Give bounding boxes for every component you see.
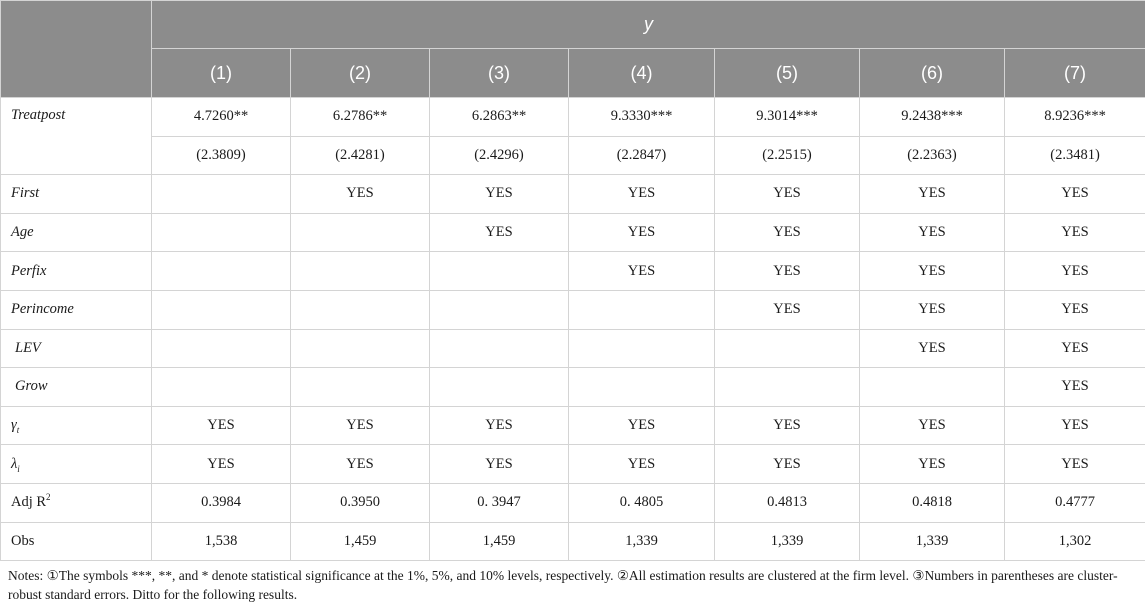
column-header: (6) [860,49,1005,98]
table-cell: 0. 4805 [569,483,715,522]
coef-cell: 6.2863** [430,98,569,137]
table-cell: 1,459 [430,522,569,561]
table-cell: YES [715,406,860,445]
table-cell: YES [430,406,569,445]
table-cell: 0. 3947 [430,483,569,522]
table-cell [152,252,291,291]
table-cell [569,329,715,368]
table-cell: 0.3984 [152,483,291,522]
table-row-grow [1,368,1145,407]
column-header: (2) [291,49,430,98]
table-cell: YES [1005,175,1145,214]
table-cell: YES [715,252,860,291]
table-cell: 0.4818 [860,483,1005,522]
row-label-grow: Grow [1,368,152,407]
adj-r2-superscript: 2 [46,492,51,503]
se-cell: (2.3481) [1005,136,1145,175]
table-cell: YES [1005,213,1145,252]
table-cell: 1,339 [569,522,715,561]
table-cell [152,290,291,329]
header-corner [1,1,152,98]
table-cell: YES [569,406,715,445]
table-row-adj-r2 [1,483,1145,522]
row-label-perfix: Perfix [1,252,152,291]
table-cell: YES [569,252,715,291]
table-row-lambda-i [1,445,1145,484]
table-cell [430,329,569,368]
row-label-lev: LEV [1,329,152,368]
table-cell: YES [715,445,860,484]
table-cell: YES [860,213,1005,252]
table-cell [860,368,1005,407]
column-header: (3) [430,49,569,98]
se-cell: (2.4296) [430,136,569,175]
coef-cell: 6.2786** [291,98,430,137]
table-row-perfix [1,252,1145,291]
table-cell: 1,339 [715,522,860,561]
table-cell: YES [1005,252,1145,291]
table-cell: YES [430,175,569,214]
table-cell [152,329,291,368]
column-header: (5) [715,49,860,98]
table-cell: YES [715,175,860,214]
table-cell: YES [152,445,291,484]
table-cell [152,175,291,214]
table-row-lev [1,329,1145,368]
table-cell: 0.3950 [291,483,430,522]
table-cell: YES [1005,445,1145,484]
coef-cell: 9.3330*** [569,98,715,137]
table-cell [569,368,715,407]
table-cell: 0.4777 [1005,483,1145,522]
adj-r2-label-text: Adj R [11,494,47,511]
table-cell: 1,459 [291,522,430,561]
table-notes: Notes: ①The symbols ***, **, and * denote statistical significance at the 1%, 5%, and 10% levels, respectively. ②All estimation results are clustered at the firm level. ③Numbers in parentheses are cluster-robust standard errors. Ditto for the following results. [8,568,1118,602]
table-cell: YES [860,329,1005,368]
column-header: (7) [1005,49,1145,98]
row-label-age: Age [1,213,152,252]
row-label-perincome: Perincome [1,290,152,329]
fe-symbol: λ [11,455,18,472]
table-row-first [1,175,1145,214]
table-cell [569,290,715,329]
table-cell: YES [291,406,430,445]
table-cell: YES [715,290,860,329]
table-row-age [1,213,1145,252]
se-cell: (2.2363) [860,136,1005,175]
table-cell [291,329,430,368]
row-label-treatpost: Treatpost [1,98,152,175]
table-cell: YES [1005,368,1145,407]
table-cell: YES [569,213,715,252]
table-cell: YES [860,290,1005,329]
row-label-obs: Obs [1,522,152,561]
table-row-obs [1,522,1145,561]
table-cell: YES [430,445,569,484]
table-cell: YES [860,406,1005,445]
table-cell: YES [715,213,860,252]
table-cell [152,213,291,252]
table-cell [715,329,860,368]
coef-cell: 4.7260** [152,98,291,137]
table-cell: 1,302 [1005,522,1145,561]
table-cell [291,368,430,407]
se-cell: (2.4281) [291,136,430,175]
table-cell [715,368,860,407]
row-label-adj-r2 [1,483,152,522]
table-cell: YES [569,445,715,484]
coef-cell: 8.9236*** [1005,98,1145,137]
fe-symbol: γ [11,417,17,434]
se-cell: (2.3809) [152,136,291,175]
table-cell: YES [860,175,1005,214]
dependent-variable-header: y [152,1,1145,49]
table-cell [152,368,291,407]
table-cell [430,368,569,407]
table-cell: YES [430,213,569,252]
column-header: (1) [152,49,291,98]
se-cell: (2.2515) [715,136,860,175]
row-label-lambda-i [1,445,152,484]
column-header: (4) [569,49,715,98]
table-cell [430,252,569,291]
table-cell: YES [152,406,291,445]
table-cell: 1,538 [152,522,291,561]
table-cell [291,290,430,329]
fe-subscript: t [16,424,20,435]
row-label-gamma-t [1,406,152,445]
coef-cell: 9.2438*** [860,98,1005,137]
table-cell: 1,339 [860,522,1005,561]
table-cell: YES [860,252,1005,291]
table-cell: 0.4813 [715,483,860,522]
row-label-first: First [1,175,152,214]
fe-subscript: i [17,463,20,474]
table-cell: YES [860,445,1005,484]
se-cell: (2.2847) [569,136,715,175]
table-row-perincome [1,290,1145,329]
table-cell: YES [1005,329,1145,368]
coef-cell: 9.3014*** [715,98,860,137]
table-cell [291,213,430,252]
table-cell [430,290,569,329]
table-cell: YES [291,175,430,214]
table-row-treatpost-se [1,136,1145,175]
table-cell: YES [291,445,430,484]
table-cell: YES [1005,406,1145,445]
table-row-treatpost-coef [1,98,1145,137]
table-cell [291,252,430,291]
table-cell: YES [569,175,715,214]
table-row-gamma-t [1,406,1145,445]
table-cell: YES [1005,290,1145,329]
